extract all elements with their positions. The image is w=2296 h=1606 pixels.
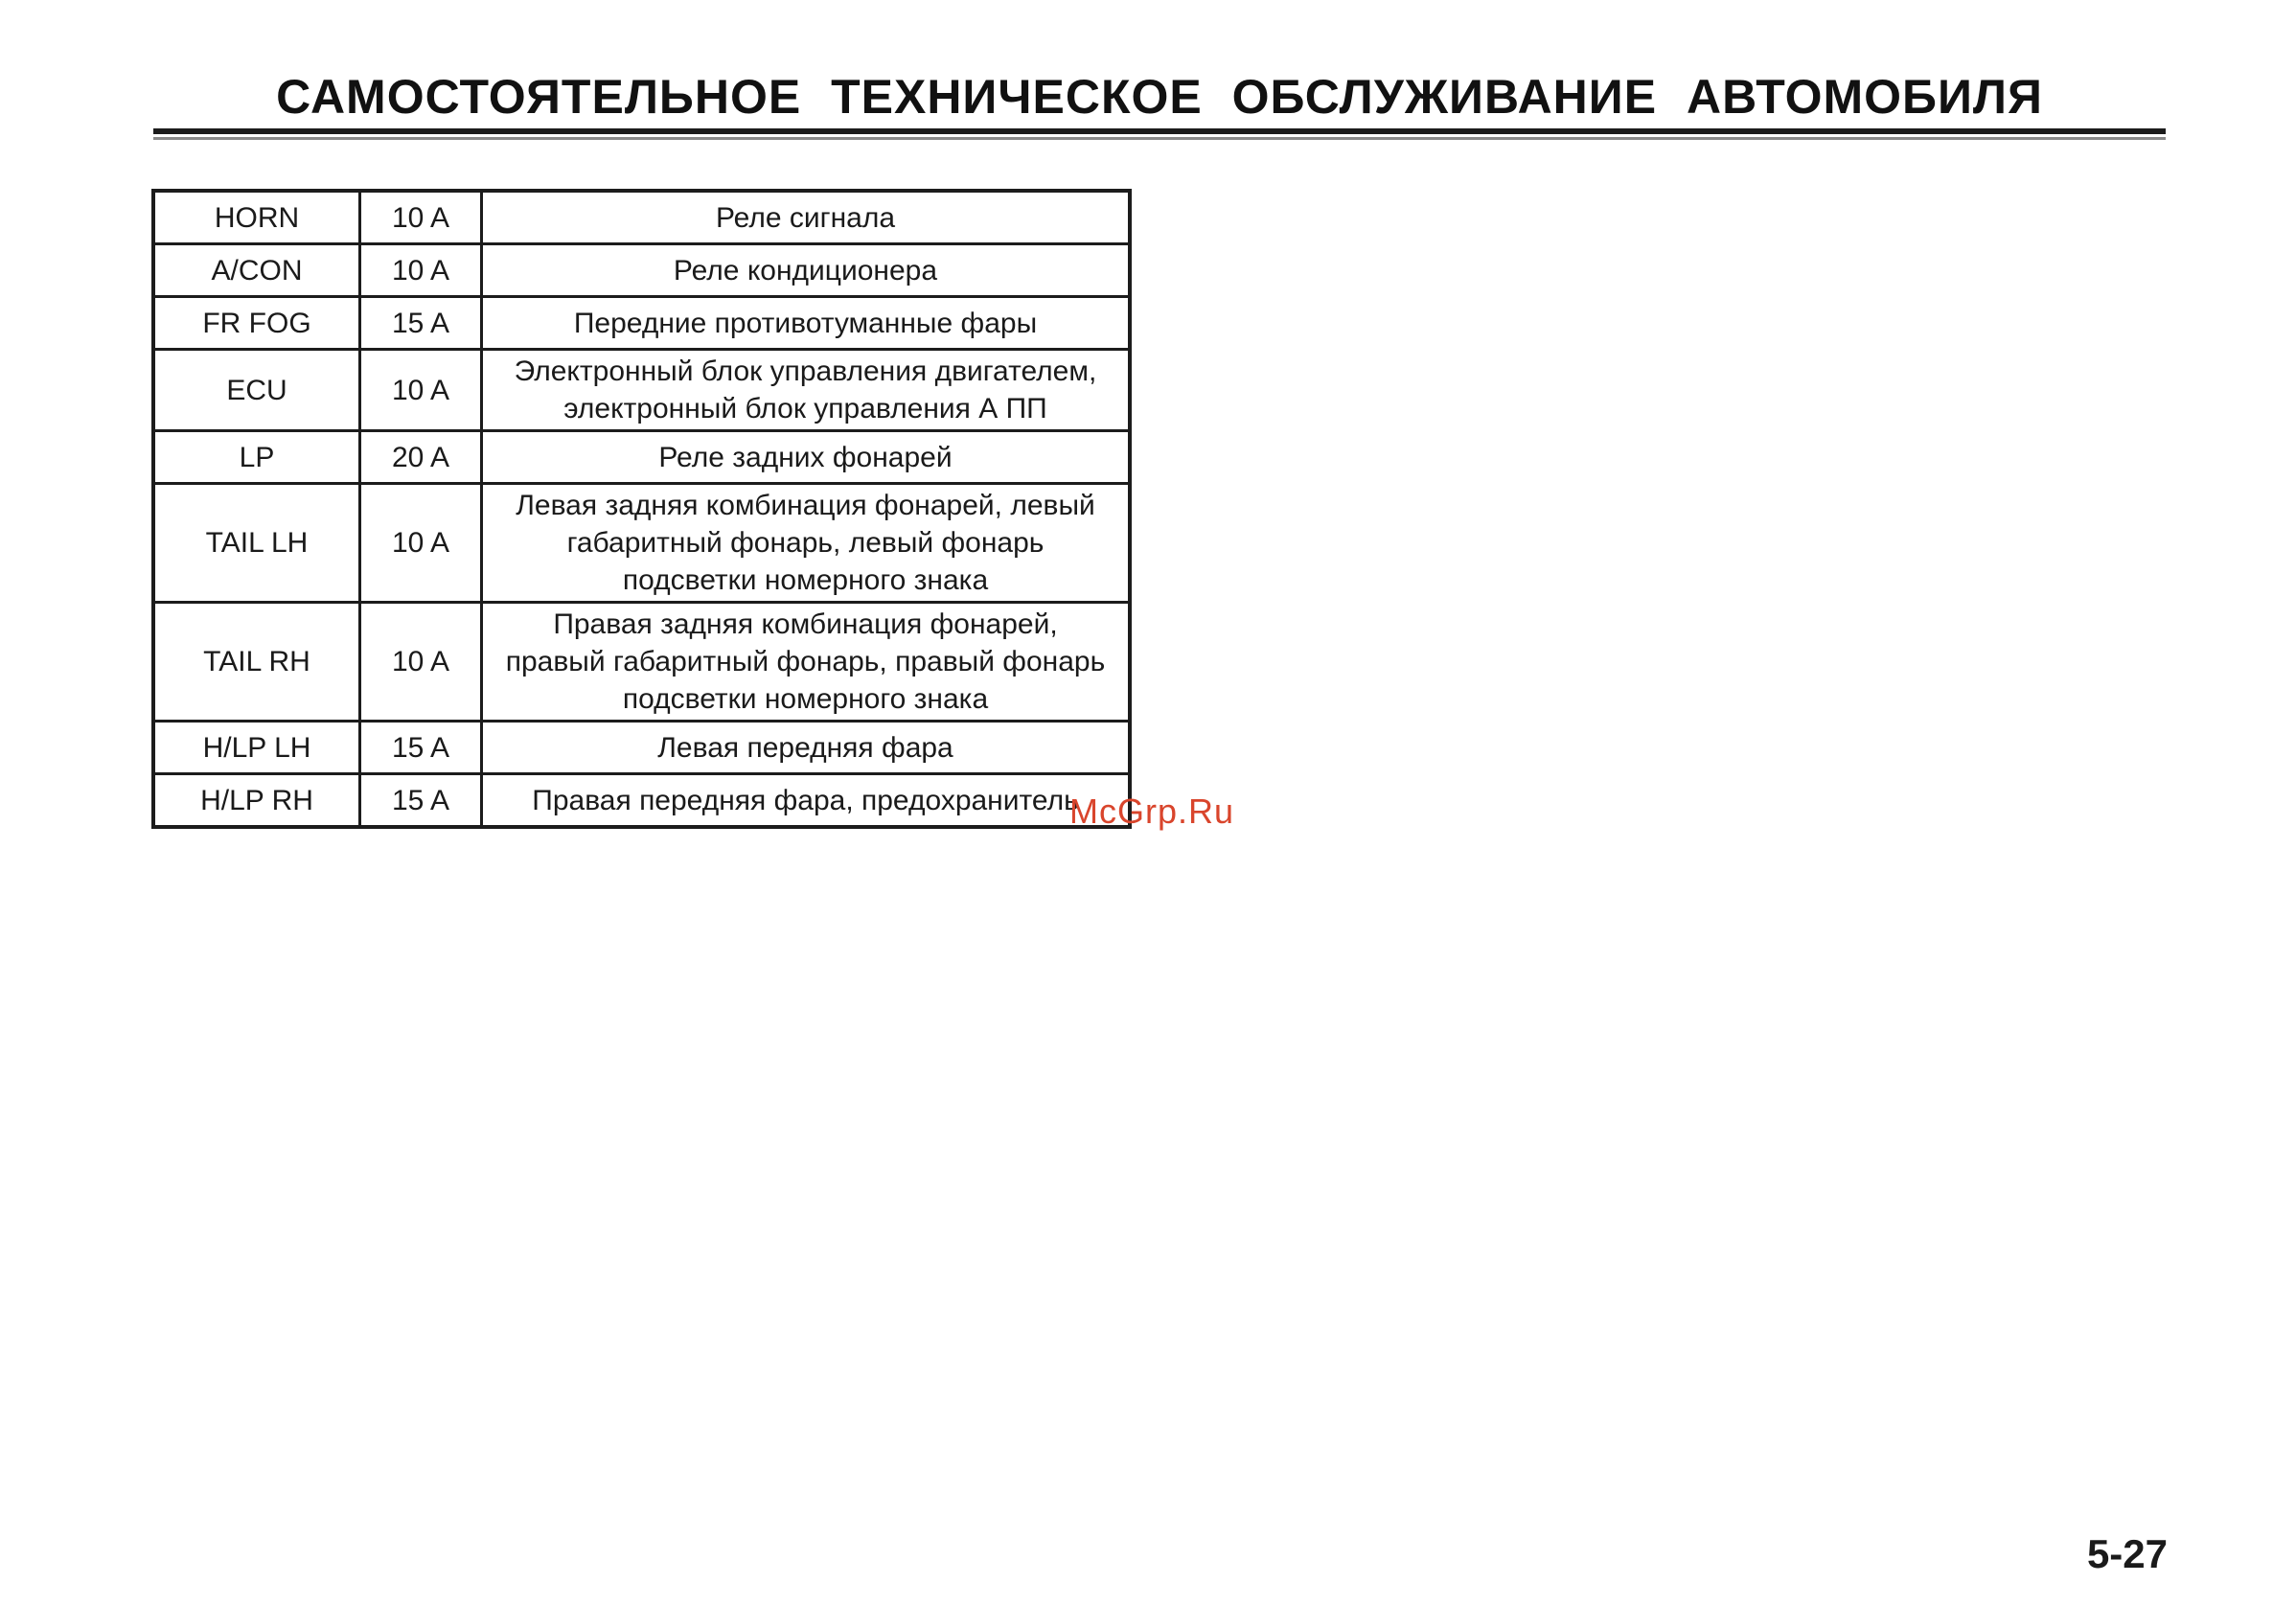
- page-title: САМОСТОЯТЕЛЬНОЕ ТЕХНИЧЕСКОЕ ОБСЛУЖИВАНИЕ АВТОМОБИЛЯ: [276, 70, 2043, 124]
- description-line: подсветки номерного знака: [622, 564, 989, 596]
- fuse-table-body: [153, 191, 1130, 827]
- description-line: Реле задних фонарей: [658, 441, 953, 473]
- description-line: правый габаритный фонарь, правый фонарь: [505, 646, 1106, 677]
- fuse-description: [482, 431, 1131, 484]
- fuse-name: LP: [153, 431, 360, 484]
- table-row-ecu: [153, 350, 1130, 431]
- fuse-description: [482, 722, 1131, 774]
- fuse-description: [482, 191, 1131, 244]
- fuse-amperage: 20 A: [360, 431, 482, 484]
- fuse-name: A/CON: [153, 244, 360, 297]
- fuse-description: [482, 350, 1131, 431]
- description-line: Передние противотуманные фары: [573, 307, 1038, 339]
- table-row-acon: [153, 244, 1130, 297]
- title-rule-thin: [153, 137, 2166, 140]
- description-line: Реле кондиционера: [673, 254, 938, 287]
- fuse-amperage: 10 A: [360, 603, 482, 722]
- description-line: Левая задняя комбинация фонарей, левый: [516, 490, 1095, 521]
- description-line: Правая передняя фара, предохранитель: [532, 784, 1079, 816]
- table-row-fr-fog: [153, 297, 1130, 350]
- fuse-name: ECU: [153, 350, 360, 431]
- fuse-amperage: 10 A: [360, 350, 482, 431]
- fuse-amperage: 15 A: [360, 722, 482, 774]
- table-row-hlp-rh: [153, 774, 1130, 828]
- table-row-horn: [153, 191, 1130, 244]
- fuse-amperage: 15 A: [360, 297, 482, 350]
- fuse-name: H/LP LH: [153, 722, 360, 774]
- table-row-hlp-lh: [153, 722, 1130, 774]
- fuse-description: [482, 244, 1131, 297]
- fuse-amperage: 10 A: [360, 244, 482, 297]
- fuse-description: [482, 774, 1131, 828]
- fuse-amperage: 15 A: [360, 774, 482, 828]
- title-rule: [153, 128, 2166, 134]
- fuse-description: [482, 484, 1131, 603]
- page-number: 5-27: [2086, 1531, 2168, 1576]
- fuse-name: FR FOG: [153, 297, 360, 350]
- description-line: Левая передняя фара: [657, 731, 953, 764]
- fuse-amperage: 10 A: [360, 191, 482, 244]
- fuse-name: HORN: [153, 191, 360, 244]
- table-row-lp: [153, 431, 1130, 484]
- fuse-name: H/LP RH: [153, 774, 360, 828]
- fuse-table: [151, 189, 1132, 829]
- fuse-name: TAIL LH: [153, 484, 360, 603]
- table-row-tail-lh: [153, 484, 1130, 603]
- description-line: Электронный блок управления двигателем,: [514, 356, 1097, 387]
- watermark: McGrp.Ru: [1069, 792, 1235, 831]
- fuse-amperage: 10 A: [360, 484, 482, 603]
- description-line: подсветки номерного знака: [622, 683, 989, 715]
- fuse-description: [482, 297, 1131, 350]
- description-line: Правая задняя комбинация фонарей,: [553, 608, 1058, 640]
- description-line: Реле сигнала: [715, 201, 896, 234]
- fuse-name: TAIL RH: [153, 603, 360, 722]
- description-line: электронный блок управления А ПП: [563, 393, 1047, 424]
- fuse-description: [482, 603, 1131, 722]
- description-line: габаритный фонарь, левый фонарь: [566, 527, 1045, 559]
- table-row-tail-rh: [153, 603, 1130, 722]
